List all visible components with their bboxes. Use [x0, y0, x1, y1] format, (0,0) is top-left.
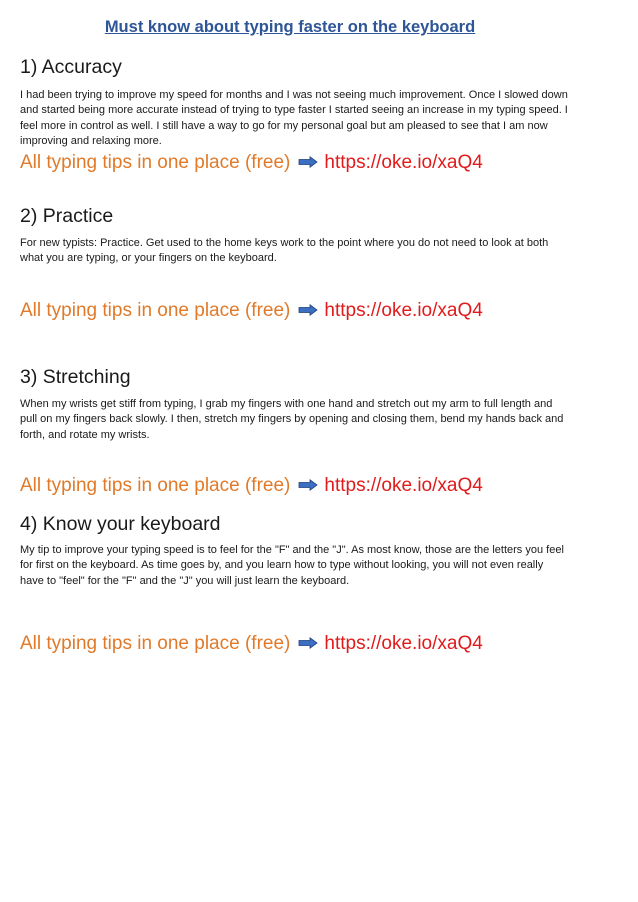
section-body-know-your-keyboard: My tip to improve your typing speed is to feel for the "F" and the "J". As most know, those are the letters you feel for first on the keyboard. As time goes by, and you learn how to type without looking, you will not even really have to "feel" for the "F" and the "J" you will just learn the keyboard.	[20, 544, 564, 587]
promo-text: All typing tips in one place (free)	[20, 300, 291, 321]
page-title: Must know about typing faster on the keyboard	[104, 18, 476, 36]
promo-line-1	[20, 150, 483, 176]
promo-link[interactable]: https://oke.io/xaQ4	[324, 300, 483, 321]
promo-text: All typing tips in one place (free)	[20, 633, 291, 654]
promo-text: All typing tips in one place (free)	[20, 152, 291, 173]
section-heading-practice: 2) Practice	[20, 205, 114, 227]
right-arrow-icon	[298, 479, 318, 491]
promo-link[interactable]: https://oke.io/xaQ4	[324, 475, 483, 496]
right-arrow-icon	[298, 637, 318, 649]
promo-link[interactable]: https://oke.io/xaQ4	[324, 633, 483, 654]
section-heading-stretching: 3) Stretching	[20, 366, 131, 388]
section-heading-know-your-keyboard: 4) Know your keyboard	[20, 513, 221, 535]
promo-line-3	[20, 473, 483, 499]
section-heading-accuracy: 1) Accuracy	[20, 56, 122, 78]
right-arrow-icon	[298, 304, 318, 316]
section-body-practice: For new typists: Practice. Get used to the home keys work to the point where you do not need to look at both what you are typing, or your fingers on the keyboard.	[20, 237, 549, 265]
promo-link[interactable]: https://oke.io/xaQ4	[324, 152, 483, 173]
section-body-accuracy: I had been trying to improve my speed for months and I was not seeing much improvement. Once I slowed down and started being more accurate instead of trying to type faster I started seeing an increase in my typing speed. I feel more in control as well. I still have a way to go for my personal goal but am pleased to see that I am now improving and relaxing more.	[20, 89, 568, 147]
section-body-stretching: When my wrists get stiff from typing, I grab my fingers with one hand and stretch out my arm to full length and pull on my fingers back slowly. I then, stretch my fingers by opening and closing them, bend my hands back and forth, and rotate my wrists.	[20, 398, 564, 441]
promo-text: All typing tips in one place (free)	[20, 475, 291, 496]
promo-line-4	[20, 631, 483, 657]
promo-line-2	[20, 298, 483, 324]
right-arrow-icon	[298, 156, 318, 168]
